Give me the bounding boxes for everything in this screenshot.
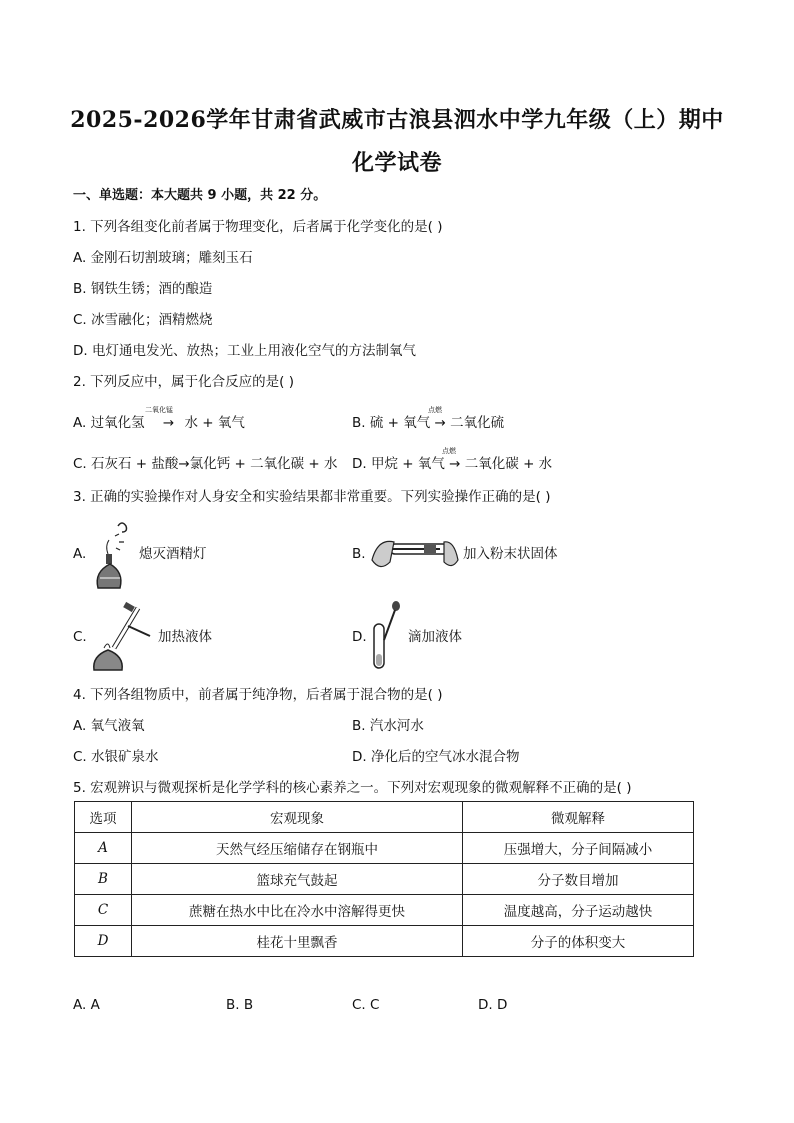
- table-cell-micro: 压强增大，分子间隔减小: [463, 833, 694, 864]
- q4-option-a: A. 氧气液氧: [73, 718, 145, 734]
- table-cell-option: B: [75, 864, 132, 895]
- q5-table: [74, 801, 694, 957]
- alcohol-lamp-blowing-icon: [88, 516, 136, 592]
- q1-option-a: A. 金刚石切割玻璃；雕刻玉石: [73, 250, 253, 266]
- exam-title-line2: 化学试卷: [351, 150, 442, 176]
- q2-a-reactant: A. 过氧化氢: [73, 415, 145, 431]
- table-row: [75, 926, 694, 957]
- arrow-icon: →: [162, 415, 175, 431]
- q5-option-d: D. D: [478, 997, 508, 1013]
- q2-stem: 2. 下列反应中，属于化合反应的是( ): [73, 374, 294, 390]
- arrow-icon: →: [434, 415, 446, 431]
- table-header: 微观解释: [463, 802, 694, 833]
- q2-b-condition: 点燃: [428, 406, 442, 414]
- q2-a-condition: 二氧化锰: [145, 406, 173, 414]
- q1-option-b: B. 钢铁生锈；酒的酿造: [73, 281, 213, 297]
- q4-option-b: B. 汽水河水: [352, 718, 424, 734]
- q1-stem: 1. 下列各组变化前者属于物理变化，后者属于化学变化的是( ): [73, 219, 443, 235]
- q5-option-a: A. A: [73, 997, 100, 1013]
- q2-option-a: [73, 414, 245, 432]
- heating-liquid-icon: [88, 600, 158, 672]
- q3-d-text: 滴加液体: [408, 629, 462, 645]
- q5-stem: 5. 宏观辨识与微观探析是化学学科的核心素养之一。下列对宏观现象的微观解释不正确的是( ): [73, 780, 632, 796]
- q1-option-d: D. 电灯通电发光、放热；工业上用液化空气的方法制氧气: [73, 343, 416, 359]
- q2-option-c: C. 石灰石 + 盐酸→氯化钙 + 二氧化碳 + 水: [73, 456, 338, 472]
- q3-c-letter: C.: [73, 629, 87, 645]
- q4-option-d: D. 净化后的空气冰水混合物: [352, 749, 520, 765]
- q2-d-product: 二氧化碳 + 水: [464, 456, 553, 472]
- q3-a-letter: A.: [73, 546, 87, 562]
- q3-d-letter: D.: [352, 629, 367, 645]
- q3-b-letter: B.: [352, 546, 366, 562]
- table-cell-macro: 天然气经压缩储存在钢瓶中: [132, 833, 463, 864]
- test-tube-powder-icon: [368, 530, 462, 582]
- q3-c-text: 加热液体: [158, 629, 212, 645]
- table-cell-macro: 篮球充气鼓起: [132, 864, 463, 895]
- dropper-test-tube-icon: [370, 600, 404, 672]
- table-cell-option: D: [75, 926, 132, 957]
- q2-b-product: 二氧化硫: [450, 415, 505, 431]
- table-header: 选项: [75, 802, 132, 833]
- arrow-icon: →: [449, 456, 461, 472]
- q2-d-condition: 点燃: [442, 447, 456, 455]
- table-header: 宏观现象: [132, 802, 463, 833]
- q4-option-c: C. 水银矿泉水: [73, 749, 159, 765]
- table-row: [75, 833, 694, 864]
- q4-stem: 4. 下列各组物质中，前者属于纯净物，后者属于混合物的是( ): [73, 687, 443, 703]
- q5-option-b: B. B: [226, 997, 254, 1013]
- q3-stem: 3. 正确的实验操作对人身安全和实验结果都非常重要。下列实验操作正确的是( ): [73, 489, 551, 505]
- table-cell-macro: 蔗糖在热水中比在冷水中溶解得更快: [132, 895, 463, 926]
- q1-option-c: C. 冰雪融化；酒精燃烧: [73, 312, 213, 328]
- q2-a-product: 水 + 氧气: [184, 415, 245, 431]
- table-cell-macro: 桂花十里飘香: [132, 926, 463, 957]
- exam-title-line1: 2025-2026学年甘肃省武威市古浪县泗水中学九年级（上）期中: [70, 107, 724, 133]
- table-row: [75, 864, 694, 895]
- table-header-row: [75, 802, 694, 833]
- table-row: [75, 895, 694, 926]
- q5-option-c: C. C: [352, 997, 380, 1013]
- table-cell-micro: 分子的体积变大: [463, 926, 694, 957]
- table-cell-option: C: [75, 895, 132, 926]
- q2-d-reactant: D. 甲烷 + 氧气: [352, 456, 445, 472]
- table-cell-option: A: [75, 833, 132, 864]
- section-heading: 一、单选题：本大题共 9 小题，共 22 分。: [73, 188, 327, 203]
- q3-b-text: 加入粉末状固体: [463, 546, 558, 562]
- table-cell-micro: 温度越高，分子运动越快: [463, 895, 694, 926]
- q2-option-b: [352, 414, 504, 432]
- q2-b-reactant: B. 硫 + 氧气: [352, 415, 431, 431]
- q3-a-text: 熄灭酒精灯: [139, 546, 207, 562]
- q2-option-d: [352, 455, 552, 473]
- table-cell-micro: 分子数目增加: [463, 864, 694, 895]
